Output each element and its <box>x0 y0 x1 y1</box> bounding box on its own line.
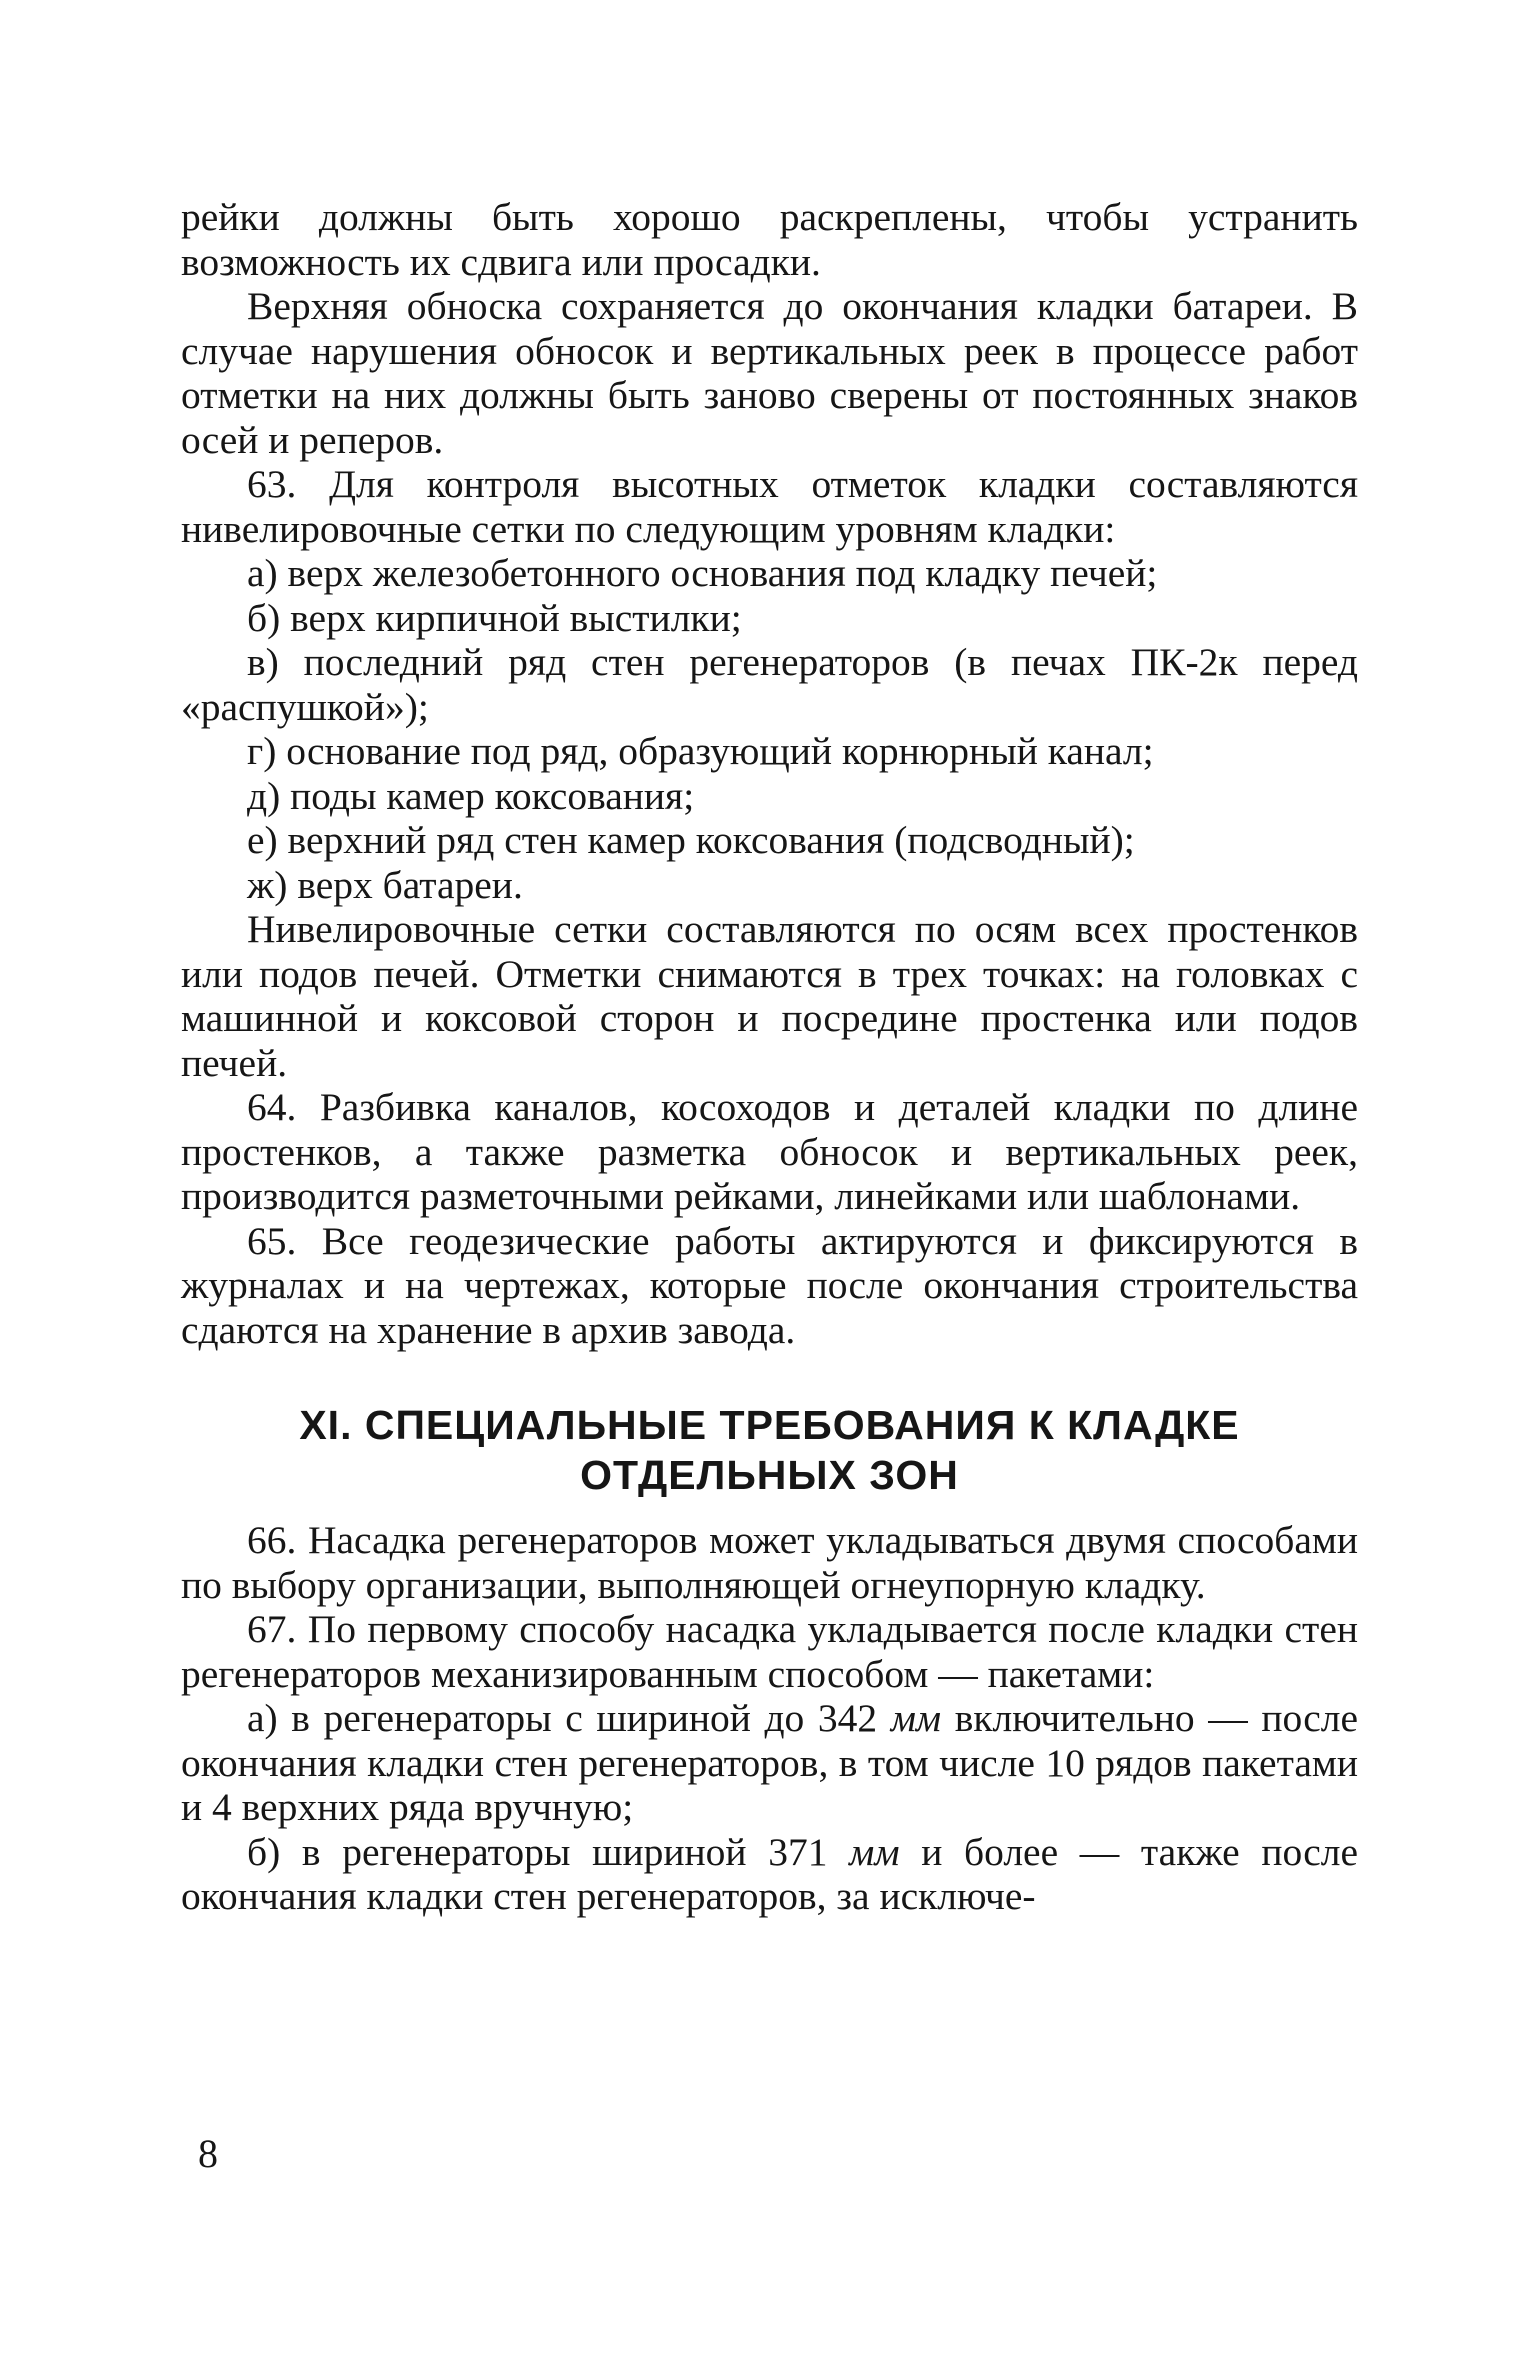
list-item-67b-unit: мм <box>849 1829 900 1874</box>
list-item-67b <box>181 1830 1358 1919</box>
list-item-63d: г) основание под ряд, образующий корнюрный канал; <box>247 729 1154 773</box>
paragraph-66: 66. Насадка регенераторов может укладываться двумя способами по выбору организации, выполняющей огнеупорную кладку. <box>181 1518 1358 1607</box>
paragraph-continuation: рейки должны быть хорошо раскреплены, чтобы устранить возможность их сдвига или просадки. <box>181 195 1358 284</box>
page-number: 8 <box>198 2131 218 2176</box>
paragraph-65: 65. Все геодезические работы актируются и фиксируются в журналах и на чертежах, которые после окончания строительства сдаются на хранение в архив завода. <box>181 1218 1358 1352</box>
paragraph-67: 67. По первому способу насадка укладывается после кладки стен регенераторов механизированным способом — пакетами: <box>181 1607 1358 1696</box>
section-heading-line-2: ОТДЕЛЬНЫХ ЗОН <box>580 1452 959 1498</box>
list-item-63a: а) верх железобетонного основания под кладку печей; <box>247 551 1158 595</box>
paragraph-leveling-grids: Нивелировочные сетки составляются по осям всех простенков или подов печей. Отметки снимаются в трех точках: на головках с машинной и коксовой сторон и посредине простенка или подов печей. <box>181 907 1358 1085</box>
list-item-67a <box>181 1696 1358 1830</box>
list-item-63g: ж) верх батареи. <box>247 862 523 907</box>
list-item-63f: е) верхний ряд стен камер коксования (подсводный); <box>247 818 1135 862</box>
document-page <box>181 195 1358 1919</box>
list-item-63e: д) поды камер коксования; <box>247 773 695 818</box>
section-heading-line-1: XI. СПЕЦИАЛЬНЫЕ ТРЕБОВАНИЯ К КЛАДКЕ <box>299 1402 1240 1448</box>
paragraph-upper-boarding: Верхняя обноска сохраняется до окончания кладки батареи. В случае нарушения обносок и вертикальных реек в процессе работ отметки на них должны быть заново сверены от постоянных знаков осей и реперов. <box>181 284 1358 462</box>
list-item-67a-unit: мм <box>890 1696 942 1740</box>
list-item-67a-post: включительно — после окончания кладки стен регенераторов, в том числе 10 рядов пакетами и 4 верхних ряда вручную; <box>181 1696 1358 1829</box>
list-item-67b-post: и более — также после окончания кладки стен регенераторов, за исключе- <box>181 1829 1358 1918</box>
list-item-67a-pre: а) в регенераторы с шириной до 342 <box>247 1696 891 1740</box>
paragraph-63: 63. Для контроля высотных отметок кладки составляются нивелировочные сетки по следующим уровням кладки: <box>181 462 1358 551</box>
section-heading <box>181 1400 1358 1500</box>
list-item-63b: б) верх кирпичной выстилки; <box>247 595 742 640</box>
list-item-67b-pre: б) в регенераторы шириной 371 <box>247 1829 850 1874</box>
paragraph-64: 64. Разбивка каналов, косоходов и деталей кладки по длине простенков, а также разметка обносок и вертикальных реек, производится разметочными рейками, линейками или шаблонами. <box>181 1085 1358 1218</box>
list-item-63c: в) последний ряд стен регенераторов (в печах ПК-2к перед «распушкой»); <box>181 640 1358 729</box>
